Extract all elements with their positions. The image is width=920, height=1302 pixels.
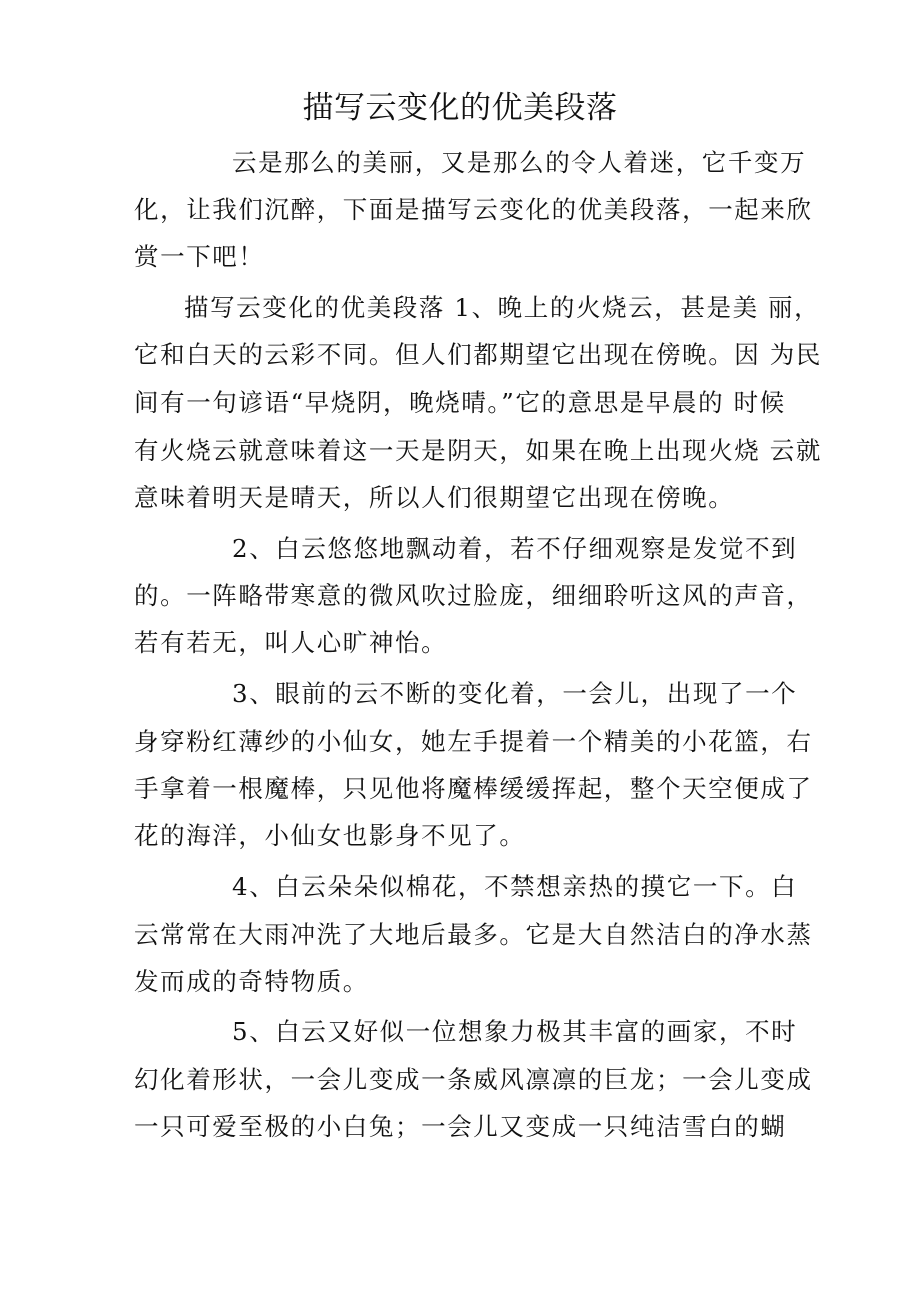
paragraph-1-line-5: 意味着明天是晴天，所以人们很期望它出现在傍晚。 xyxy=(134,483,735,512)
paragraph-1-line-2: 它和白天的云彩不同。但人们都期望它出现在傍晚。因 为民 xyxy=(134,340,822,369)
paragraph-5-line-3: 一只可爱至极的小白兔；一会儿又变成一只纯洁雪白的蝴 xyxy=(134,1112,787,1141)
paragraph-1-line-1: 描写云变化的优美段落 1、晚上的火烧云，甚是美 丽， xyxy=(184,293,821,322)
paragraph-5-line-2: 幻化着形状，一会儿变成一条威风凛凛的巨龙；一会儿变成 xyxy=(134,1065,813,1094)
paragraph-4-line-1: 4、白云朵朵似棉花，不禁想亲热的摸它一下。白 xyxy=(232,872,798,901)
paragraph-intro-line-3: 赏一下吧！ xyxy=(134,242,265,271)
paragraph-2-line-2: 的。一阵略带寒意的微风吹过脸庞，细细聆听这风的声音， xyxy=(134,581,813,610)
paragraph-intro-line-2: 化，让我们沉醉，下面是描写云变化的优美段落，一起来欣 xyxy=(134,195,813,224)
paragraph-2-line-1: 2、白云悠悠地飘动着，若不仔细观察是发觉不到 xyxy=(232,534,798,563)
paragraph-1-line-4: 有火烧云就意味着这一天是阴天，如果在晚上出现火烧 云就 xyxy=(134,436,822,465)
paragraph-2-line-3: 若有若无，叫人心旷神怡。 xyxy=(134,628,448,657)
paragraph-3-line-3: 手拿着一根魔棒，只见他将魔棒缓缓挥起，整个天空便成了 xyxy=(134,774,813,803)
paragraph-1-line-3: 间有一句谚语“早烧阴，晚烧晴。”它的意思是早晨的 时候 xyxy=(134,388,786,417)
paragraph-4-line-2: 云常常在大雨冲洗了大地后最多。它是大自然洁白的净水蒸 xyxy=(134,920,813,949)
paragraph-5-line-1: 5、白云又好似一位想象力极其丰富的画家，不时 xyxy=(232,1017,798,1046)
document-title: 描写云变化的优美段落 xyxy=(302,90,618,126)
paragraph-3-line-2: 身穿粉红薄纱的小仙女，她左手提着一个精美的小花篮，右 xyxy=(134,727,813,756)
paragraph-3-line-4: 花的海洋，小仙女也影身不见了。 xyxy=(134,821,526,850)
paragraph-4-line-3: 发而成的奇特物质。 xyxy=(134,967,369,996)
paragraph-intro-line-1: 云是那么的美丽，又是那么的令人着迷，它千变万 xyxy=(232,148,807,177)
paragraph-3-line-1: 3、眼前的云不断的变化着，一会儿，出现了一个 xyxy=(232,679,798,708)
